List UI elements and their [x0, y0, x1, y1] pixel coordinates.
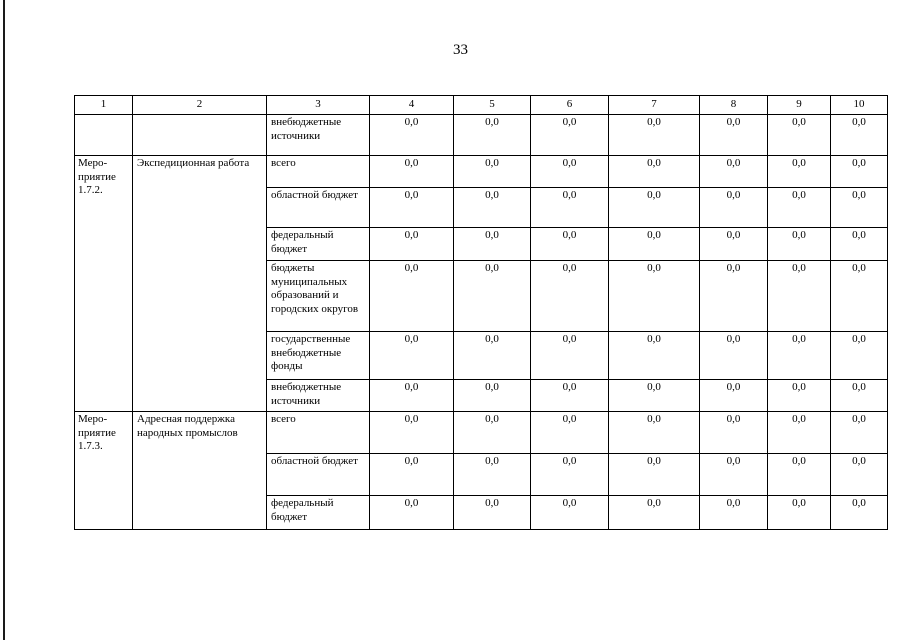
value-cell: 0,0 [768, 261, 831, 332]
value-cell: 0,0 [370, 228, 454, 261]
value-cell: 0,0 [700, 332, 768, 380]
column-header: 9 [768, 96, 831, 115]
value-cell: 0,0 [831, 332, 888, 380]
value-cell: 0,0 [700, 228, 768, 261]
value-cell: 0,0 [531, 188, 609, 228]
value-cell: 0,0 [700, 454, 768, 496]
value-cell: 0,0 [768, 454, 831, 496]
column-header: 4 [370, 96, 454, 115]
value-cell: 0,0 [609, 412, 700, 454]
value-cell: 0,0 [454, 261, 531, 332]
value-cell: 0,0 [768, 115, 831, 156]
page-number: 33 [453, 42, 468, 58]
value-cell: 0,0 [609, 454, 700, 496]
column-header: 6 [531, 96, 609, 115]
value-cell: 0,0 [531, 261, 609, 332]
value-cell: 0,0 [768, 496, 831, 530]
value-cell: 0,0 [768, 380, 831, 412]
value-cell: 0,0 [700, 380, 768, 412]
budget-table [74, 95, 888, 530]
column-header: 2 [133, 96, 267, 115]
value-cell: 0,0 [609, 156, 700, 188]
value-cell: 0,0 [768, 188, 831, 228]
table-row [75, 115, 888, 156]
value-cell: 0,0 [609, 261, 700, 332]
funding-source-cell: всего [267, 156, 370, 188]
value-cell: 0,0 [454, 380, 531, 412]
value-cell: 0,0 [831, 412, 888, 454]
value-cell: 0,0 [609, 115, 700, 156]
value-cell: 0,0 [454, 188, 531, 228]
left-margin-rule [3, 0, 5, 640]
value-cell: 0,0 [370, 115, 454, 156]
value-cell: 0,0 [700, 412, 768, 454]
column-header: 10 [831, 96, 888, 115]
funding-source-cell: внебюджетные источники [267, 115, 370, 156]
value-cell: 0,0 [700, 188, 768, 228]
value-cell: 0,0 [609, 496, 700, 530]
value-cell: 0,0 [370, 261, 454, 332]
value-cell: 0,0 [370, 454, 454, 496]
funding-source-cell: федеральный бюджет [267, 228, 370, 261]
value-cell: 0,0 [454, 115, 531, 156]
value-cell: 0,0 [768, 412, 831, 454]
value-cell: 0,0 [370, 412, 454, 454]
table-body [75, 115, 888, 530]
value-cell: 0,0 [768, 332, 831, 380]
value-cell: 0,0 [531, 496, 609, 530]
value-cell: 0,0 [454, 412, 531, 454]
value-cell: 0,0 [531, 115, 609, 156]
value-cell: 0,0 [831, 496, 888, 530]
event-cell [75, 115, 133, 156]
value-cell: 0,0 [454, 228, 531, 261]
value-cell: 0,0 [700, 496, 768, 530]
event-name-cell: Адресная поддержка народных промыслов [133, 412, 267, 530]
column-header: 8 [700, 96, 768, 115]
funding-source-cell: федеральный бюджет [267, 496, 370, 530]
value-cell: 0,0 [768, 156, 831, 188]
value-cell: 0,0 [768, 228, 831, 261]
value-cell: 0,0 [370, 156, 454, 188]
funding-source-cell: внебюджетные источники [267, 380, 370, 412]
value-cell: 0,0 [454, 454, 531, 496]
value-cell: 0,0 [700, 156, 768, 188]
funding-source-cell: областной бюджет [267, 188, 370, 228]
funding-source-cell: государственные внебюджетные фонды [267, 332, 370, 380]
table-row [75, 156, 888, 188]
value-cell: 0,0 [531, 380, 609, 412]
funding-source-cell: всего [267, 412, 370, 454]
event-name-cell: Экспедиционная работа [133, 156, 267, 412]
value-cell: 0,0 [531, 454, 609, 496]
value-cell: 0,0 [370, 380, 454, 412]
value-cell: 0,0 [609, 228, 700, 261]
value-cell: 0,0 [531, 332, 609, 380]
value-cell: 0,0 [531, 228, 609, 261]
event-cell: Меро-приятие 1.7.2. [75, 156, 133, 412]
funding-source-cell: областной бюджет [267, 454, 370, 496]
event-cell: Меро-приятие 1.7.3. [75, 412, 133, 530]
column-header: 5 [454, 96, 531, 115]
value-cell: 0,0 [831, 228, 888, 261]
value-cell: 0,0 [831, 454, 888, 496]
value-cell: 0,0 [700, 261, 768, 332]
value-cell: 0,0 [454, 496, 531, 530]
value-cell: 0,0 [831, 261, 888, 332]
value-cell: 0,0 [609, 188, 700, 228]
value-cell: 0,0 [531, 412, 609, 454]
column-header: 3 [267, 96, 370, 115]
value-cell: 0,0 [609, 332, 700, 380]
table-row [75, 412, 888, 454]
column-header: 1 [75, 96, 133, 115]
value-cell: 0,0 [831, 115, 888, 156]
value-cell: 0,0 [831, 156, 888, 188]
value-cell: 0,0 [454, 156, 531, 188]
value-cell: 0,0 [370, 188, 454, 228]
value-cell: 0,0 [609, 380, 700, 412]
funding-source-cell: бюджеты муниципальных образований и городских округов [267, 261, 370, 332]
value-cell: 0,0 [454, 332, 531, 380]
value-cell: 0,0 [370, 496, 454, 530]
header-row [75, 96, 888, 115]
value-cell: 0,0 [831, 188, 888, 228]
value-cell: 0,0 [700, 115, 768, 156]
value-cell: 0,0 [370, 332, 454, 380]
value-cell: 0,0 [531, 156, 609, 188]
value-cell: 0,0 [831, 380, 888, 412]
column-header: 7 [609, 96, 700, 115]
event-name-cell [133, 115, 267, 156]
